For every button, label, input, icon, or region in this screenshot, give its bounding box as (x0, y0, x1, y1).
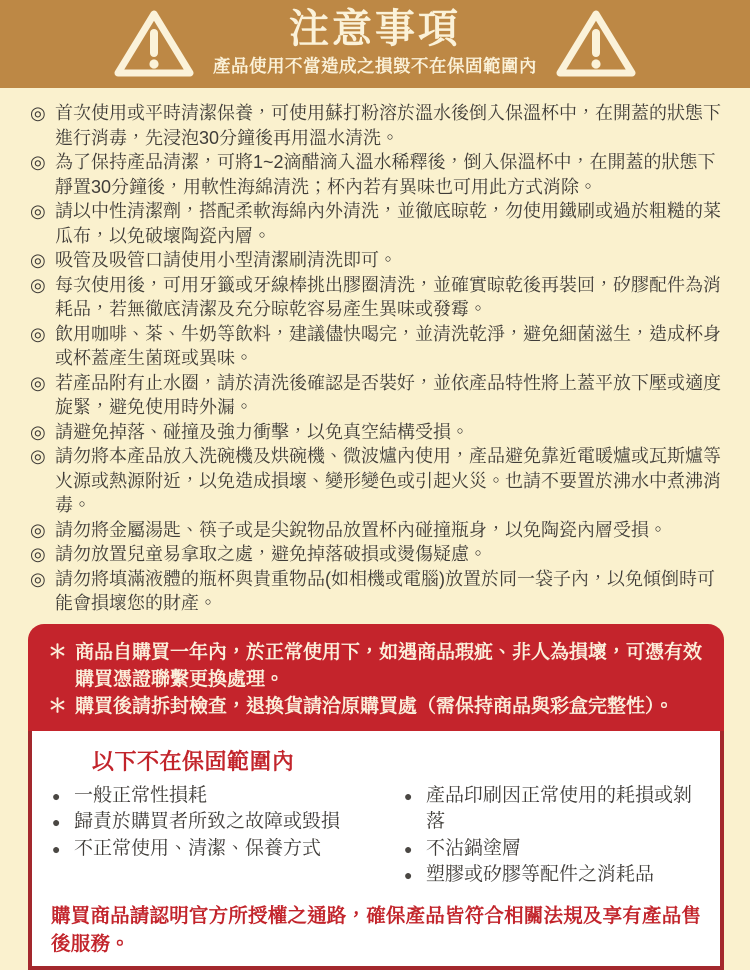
note-text: 每次使用後，可用牙籤或牙線棒挑出膠圈清洗，並確實晾乾後再裝回，矽膠配件為消耗品，若無徹底清潔及充分晾乾容易產生異味或發霉。 (55, 274, 721, 319)
note-marker: ◎ (30, 421, 46, 442)
note-item (30, 420, 724, 445)
bullet-icon: ● (404, 840, 413, 857)
exclusion-text: 歸責於購買者所致之故障或毀損 (74, 811, 341, 832)
note-item (30, 518, 724, 543)
note-item (30, 199, 724, 248)
note-text: 飲用咖啡、茶、牛奶等飲料，建議儘快喝完，並清洗乾淨，避免細菌滋生，造成杯身或杯蓋產生菌斑或異味。 (55, 323, 721, 368)
exclusion-item (398, 836, 708, 863)
warning-triangle-icon (553, 8, 639, 80)
note-marker: ◎ (30, 274, 46, 295)
note-item (30, 567, 724, 616)
note-item (30, 371, 724, 420)
exclusion-item (398, 783, 708, 836)
asterisk-marker: ＊ (48, 695, 68, 717)
note-item (30, 322, 724, 371)
note-marker: ◎ (30, 103, 46, 123)
bullet-icon: ● (52, 840, 61, 857)
warning-triangle-icon (111, 8, 197, 80)
exclusion-text: 一般正常性損耗 (74, 784, 208, 806)
page-subtitle: 產品使用不當造成之損毀不在保固範圍內 (213, 55, 537, 76)
note-text: 請勿將填滿液體的瓶杯與貴重物品(如相機或電腦)放置於同一袋子內，以免傾倒時可能會損壞您的財產。 (55, 568, 715, 613)
note-marker: ◎ (30, 323, 46, 344)
exclusion-item (46, 783, 398, 810)
exclusion-item (46, 836, 398, 863)
exclusions-title: 以下不在保固範圍內 (92, 748, 295, 774)
exclusions-right-column (398, 783, 708, 889)
exclusions-columns (46, 783, 708, 889)
note-text: 若產品附有止水圈，請於清洗後確認是否裝好，並依產品特性將上蓋平放下壓或適度旋緊，避免使用時外漏。 (55, 372, 721, 417)
note-marker: ◎ (30, 544, 46, 564)
policy-text: 購買後請拆封檢查，退換貨請洽原購買處（需保持商品與彩盒完整性）。 (75, 695, 674, 717)
note-item (30, 273, 724, 322)
exclusions-left-column (46, 783, 398, 889)
note-item (30, 542, 724, 567)
exclusion-text: 不沾鍋塗層 (426, 837, 522, 859)
bullet-icon: ● (404, 867, 413, 883)
asterisk-marker: ＊ (48, 641, 68, 663)
page-title: 注意事項 (289, 7, 461, 52)
note-text: 請以中性清潔劑，搭配柔軟海綿內外清洗，並徹底晾乾，勿使用鐵刷或過於粗糙的菜瓜布，以免破壞陶瓷內層。 (55, 201, 721, 246)
note-marker: ◎ (30, 201, 46, 221)
exclusion-text: 產品印刷因正常使用的耗損或剝落 (426, 784, 693, 832)
bullet-icon: ● (52, 787, 61, 804)
bullet-icon: ● (404, 787, 413, 804)
note-marker: ◎ (30, 152, 46, 172)
note-marker: ◎ (30, 250, 46, 270)
exclusion-item (46, 809, 398, 836)
note-item (30, 444, 724, 518)
policy-item (48, 693, 704, 720)
policy-text: 商品自購買一年內，於正常使用下，如遇商品瑕疵、非人為損壞，可憑有效購買憑證聯繫更換處理。 (75, 641, 703, 690)
note-text: 吸管及吸管口請使用小型清潔刷清洗即可。 (55, 250, 397, 270)
banner-title-block (213, 8, 537, 79)
note-marker: ◎ (30, 446, 46, 466)
exclusion-text: 不正常使用、清潔、保養方式 (74, 837, 322, 859)
care-notes-list (0, 88, 750, 616)
warranty-policy-box (28, 624, 724, 731)
official-channel-note: 購買商品請認明官方所授權之通路，確保產品皆符合相關法規及享有產品售後服務。 (51, 904, 702, 955)
note-text: 請避免掉落、碰撞及強力衝擊，以免真空結構受損。 (55, 421, 469, 442)
note-text: 請勿將本產品放入洗碗機及烘碗機、微波爐內使用，產品避免靠近電暖爐或瓦斯爐等火源或熱源附近，以免造成損壞、變形變色或引起火災。也請不要置於沸水中煮沸消毒。 (55, 446, 721, 515)
note-item (30, 150, 724, 199)
note-text: 請勿將金屬湯匙、筷子或是尖銳物品放置杯內碰撞瓶身，以免陶瓷內層受損。 (55, 519, 667, 540)
note-text: 首次使用或平時清潔保養，可使用蘇打粉溶於溫水後倒入保溫杯中，在開蓋的狀態下進行消毒，先浸泡30分鐘後再用溫水清洗。 (55, 103, 721, 148)
warranty-card (28, 624, 724, 970)
note-marker: ◎ (30, 372, 46, 393)
note-item (30, 101, 724, 150)
exclusion-item (398, 862, 708, 889)
notice-banner (0, 0, 750, 88)
note-text: 為了保持產品清潔，可將1~2滴醋滴入溫水稀釋後，倒入保溫杯中，在開蓋的狀態下靜置30分鐘後，用軟性海綿清洗；杯內若有異味也可用此方式消除。 (55, 152, 716, 197)
exclusion-text: 塑膠或矽膠等配件之消耗品 (426, 864, 655, 885)
policy-item (48, 639, 704, 693)
note-text: 請勿放置兒童易拿取之處，避免掉落破損或燙傷疑慮。 (55, 544, 487, 564)
note-marker: ◎ (30, 568, 46, 589)
exclusions-box (28, 731, 724, 970)
note-marker: ◎ (30, 519, 46, 540)
bullet-icon: ● (52, 814, 61, 830)
note-item (30, 248, 724, 273)
